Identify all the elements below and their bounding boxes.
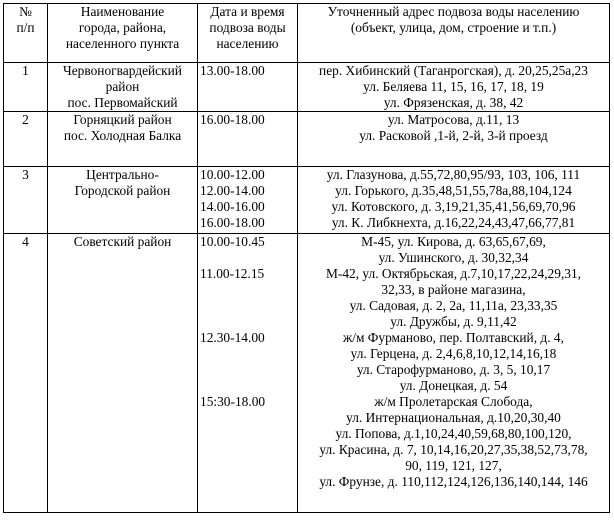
address-line: ж/м Пролетарская Слобода, bbox=[374, 394, 533, 409]
address-line: ул. Дружбы, д. 9,11,42 bbox=[390, 314, 517, 329]
header-time-line: подвоза воды bbox=[209, 20, 286, 35]
row-district bbox=[48, 63, 198, 112]
row-number: 2 bbox=[4, 112, 48, 167]
table-row bbox=[4, 112, 610, 167]
address-line: пер. Хибинский (Таганрогская), д. 20,25,25а,23 bbox=[319, 63, 588, 78]
header-address-line: (объект, улица, дом, строение и т.п.) bbox=[350, 20, 557, 35]
time-slot: 12.00-14.00 bbox=[200, 183, 265, 198]
address-line: М-45, ул. Кирова, д. 63,65,67,69, bbox=[361, 234, 546, 249]
row-time bbox=[198, 234, 298, 513]
address-line: ул. Фрязенская, д. 38, 42 bbox=[383, 95, 524, 110]
address-line: ул. Расковой ,1-й, 2-й, 3-й проезд bbox=[359, 128, 548, 143]
row-address bbox=[298, 63, 610, 112]
row-number: 3 bbox=[4, 167, 48, 234]
row-number: 1 bbox=[4, 63, 48, 112]
address-line: ул. Беляева 11, 15, 16, 17, 18, 19 bbox=[363, 79, 544, 94]
address-line: ул. Горького, д.35,48,51,55,78а,88,104,124 bbox=[335, 183, 572, 198]
header-number-line: п/п bbox=[16, 20, 35, 35]
address-line: М-42, ул. Октябрьская, д.7,10,17,22,24,29,31, bbox=[325, 266, 582, 281]
address-line: 90, 119, 121, 127, bbox=[405, 458, 502, 473]
time-slot: 16.00-18.00 bbox=[200, 112, 265, 127]
header-time-line: Дата и время bbox=[210, 4, 285, 19]
address-line: ул. К. Либкнехта, д.16,22,24,43,47,66,77,81 bbox=[331, 215, 576, 230]
address-line: ул. Матросова, д.11, 13 bbox=[387, 112, 520, 127]
address-line: ул. Фрунзе, д. 110,112,124,126,136,140,144, 146 bbox=[319, 474, 588, 489]
header-number bbox=[4, 4, 48, 63]
time-slot: 16.00-18.00 bbox=[200, 215, 265, 230]
address-line: ул. Старофурманово, д. 3, 5, 10,17 bbox=[356, 362, 551, 377]
table-row bbox=[4, 63, 610, 112]
row-time bbox=[198, 63, 298, 112]
address-line: ул. Герцена, д. 2,4,6,8,10,12,14,16,18 bbox=[350, 346, 557, 361]
header-district-line: города, района, bbox=[78, 20, 167, 35]
address-line: ул. Красина, д. 7, 10,14,16,20,27,35,38,52,73,78, bbox=[319, 442, 588, 457]
address-line: 32,33, в районе магазина, bbox=[381, 282, 526, 297]
district-line: Советский район bbox=[73, 234, 172, 249]
address-line: ул. Котовского, д. 3,19,21,35,41,56,69,70,96 bbox=[331, 199, 576, 214]
district-line: Горняцкий район bbox=[73, 112, 172, 127]
address-line: ж/м Фурманово, пер. Полтавский, д. 4, bbox=[343, 330, 564, 345]
address-line: ул. Интернациональная, д.10,20,30,40 bbox=[346, 410, 561, 425]
water-delivery-table bbox=[3, 3, 610, 513]
time-slot: 12.30-14.00 bbox=[200, 330, 265, 345]
address-line: ул. Ушинского, д. 30,32,34 bbox=[378, 250, 529, 265]
header-time-line: населению bbox=[216, 36, 279, 51]
row-time bbox=[198, 112, 298, 167]
district-line: пос. Холодная Балка bbox=[63, 128, 182, 143]
time-slot: 10.00-10.45 bbox=[200, 234, 265, 249]
water-delivery-document bbox=[3, 3, 609, 513]
row-number: 4 bbox=[4, 234, 48, 513]
row-time bbox=[198, 167, 298, 234]
header-district-line: населенного пункта bbox=[65, 36, 180, 51]
table-row bbox=[4, 234, 610, 513]
row-district bbox=[48, 167, 198, 234]
address-line: ул. Донецкая, д. 54 bbox=[399, 378, 508, 393]
address-line: ул. Садовая, д. 2, 2а, 11,11а, 23,33,35 bbox=[349, 298, 558, 313]
time-slot: 14.00-16.00 bbox=[200, 199, 265, 214]
district-line: Городской район bbox=[74, 183, 171, 198]
time-slot: 11.00-12.15 bbox=[200, 266, 265, 281]
district-line: Червоногвардейский bbox=[63, 63, 182, 78]
header-address-line: Уточненный адрес подвоза воды населению bbox=[327, 4, 580, 19]
row-district bbox=[48, 234, 198, 513]
address-line: ул. Попова, д.1,10,24,40,59,68,80,100,120, bbox=[335, 426, 572, 441]
time-slot: 15:30-18.00 bbox=[200, 394, 266, 409]
district-line: Центрально- bbox=[86, 167, 159, 182]
header-address bbox=[298, 4, 610, 63]
district-line: район bbox=[105, 79, 140, 94]
header-district bbox=[48, 4, 198, 63]
time-slot: 10.00-12.00 bbox=[200, 167, 265, 182]
address-line: ул. Глазунова, д.55,72,80,95/93, 103, 106, 111 bbox=[326, 167, 581, 182]
row-address bbox=[298, 234, 610, 513]
table-row bbox=[4, 167, 610, 234]
row-address bbox=[298, 167, 610, 234]
header-time bbox=[198, 4, 298, 63]
row-address bbox=[298, 112, 610, 167]
table-header-row bbox=[4, 4, 610, 63]
header-district-line: Наименование bbox=[80, 4, 165, 19]
header-number-line: № bbox=[19, 4, 32, 19]
time-slot: 13.00-18.00 bbox=[200, 63, 265, 78]
district-line: пос. Первомайский bbox=[67, 95, 178, 110]
row-district bbox=[48, 112, 198, 167]
